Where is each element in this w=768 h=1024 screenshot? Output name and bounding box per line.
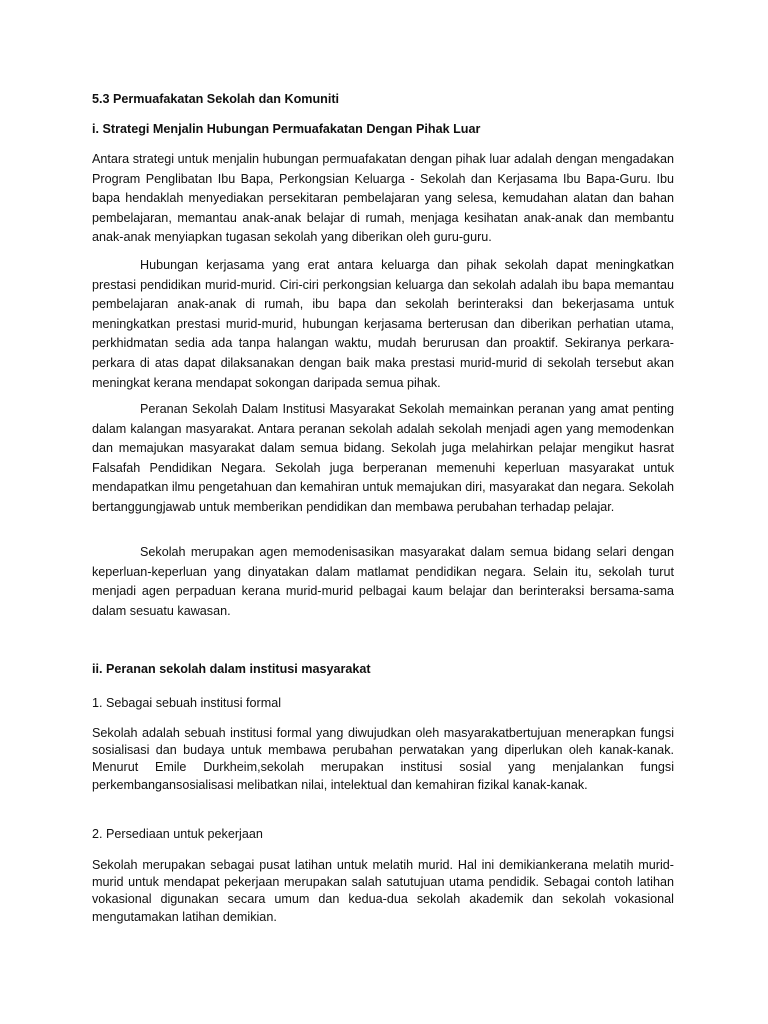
point-1-title: 1. Sebagai sebuah institusi formal <box>92 696 282 710</box>
subsection-i-title: i. Strategi Menjalin Hubungan Permuafakatan Dengan Pihak Luar <box>92 122 481 136</box>
paragraph-hubungan-kerjasama: Hubungan kerjasama yang erat antara keluarga dan pihak sekolah dapat meningkatkan prestasi pendidikan murid-murid. Ciri-ciri perkongsian keluarga dan sekolah adalah ibu bapa memantau pembelajaran anak-anak di rumah, ibu bapa dan sekolah berinteraksi dan bekerjasama untuk meningkatkan prestasi murid-murid, hubungan kerjasama berterusan dan diberikan perhatian utama, perkhidmatan sedia ada tanpa halangan waktu, mudah berurusan dan proaktif. Sekiranya perkara-perkara di atas dapat dilaksanakan dengan baik maka prestasi murid-murid di sekolah tersebut akan meningkat kerana mendapat sokongan daripada semua pihak. <box>92 258 674 390</box>
point-2-text: Sekolah merupakan sebagai pusat latihan untuk melatih murid. Hal ini demikiankerana melatih murid-murid untuk mendapat pekerjaan merupakan salah satutujuan utama pendidik. Sebagai contoh latihan vokasional digunakan secara umum dan kedua-dua sekolah akademik dan sekolah vokasional mengutamakan latihan demikian. <box>92 858 674 924</box>
paragraph-agen-pemodenan: Sekolah merupakan agen memodenisasikan masyarakat dalam semua bidang selari dengan keperluan-keperluan yang dinyatakan dalam matlamat pendidikan negara. Selain itu, sekolah turut menjadi agen perpaduan kerana murid-murid pelbagai kaum belajar dan berinteraksi bersama-sama dalam sesuatu kawasan. <box>92 545 674 618</box>
point-1-text: Sekolah adalah sebuah institusi formal yang diwujudkan oleh masyarakatbertujuan menerapkan fungsi sosialisasi dan budaya untuk membawa perubahan perwatakan yang diperlukan oleh kanak-kanak. Menurut Emile Durkheim,sekolah merupakan institusi sosial yang menjalankan fungsi perkembangansosialisasi melibatkan nilai, intelektual dan kemahiran fizikal kanak-kanak. <box>92 726 674 792</box>
paragraph-peranan-sekolah: Peranan Sekolah Dalam Institusi Masyarakat Sekolah memainkan peranan yang amat penting dalam kalangan masyarakat. Antara peranan sekolah adalah sekolah menjadi agen yang memodenkan dan memajukan masyarakat dalam semua bidang. Sekolah juga melahirkan pelajar mengikut hasrat Falsafah Pendidikan Negara. Sekolah juga berperanan memenuhi keperluan masyarakat untuk mendapatkan ilmu pengetahuan dan kemahiran untuk memajukan diri, masyarakat dan negara. Sekolah bertanggungjawab untuk memberikan pendidikan dan membawa perubahan terhadap pelajar. <box>92 402 674 514</box>
point-2-title: 2. Persediaan untuk pekerjaan <box>92 827 263 841</box>
subsection-ii-title: ii. Peranan sekolah dalam institusi masyarakat <box>92 662 371 676</box>
section-title: 5.3 Permuafakatan Sekolah dan Komuniti <box>92 92 340 106</box>
paragraph-strategi: Antara strategi untuk menjalin hubungan permuafakatan dengan pihak luar adalah dengan mengadakan Program Penglibatan Ibu Bapa, Perkongsian Keluarga - Sekolah dan Kerjasama Ibu Bapa-Guru. Ibu bapa hendaklah menyediakan persekitaran pembelajaran yang selesa, kemudahan alatan dan bahan pembelajaran, memantau anak-anak belajar di rumah, menjaga kesihatan anak-anak dan membantu anak-anak menyiapkan tugasan sekolah yang diberikan oleh guru-guru. <box>92 152 674 245</box>
